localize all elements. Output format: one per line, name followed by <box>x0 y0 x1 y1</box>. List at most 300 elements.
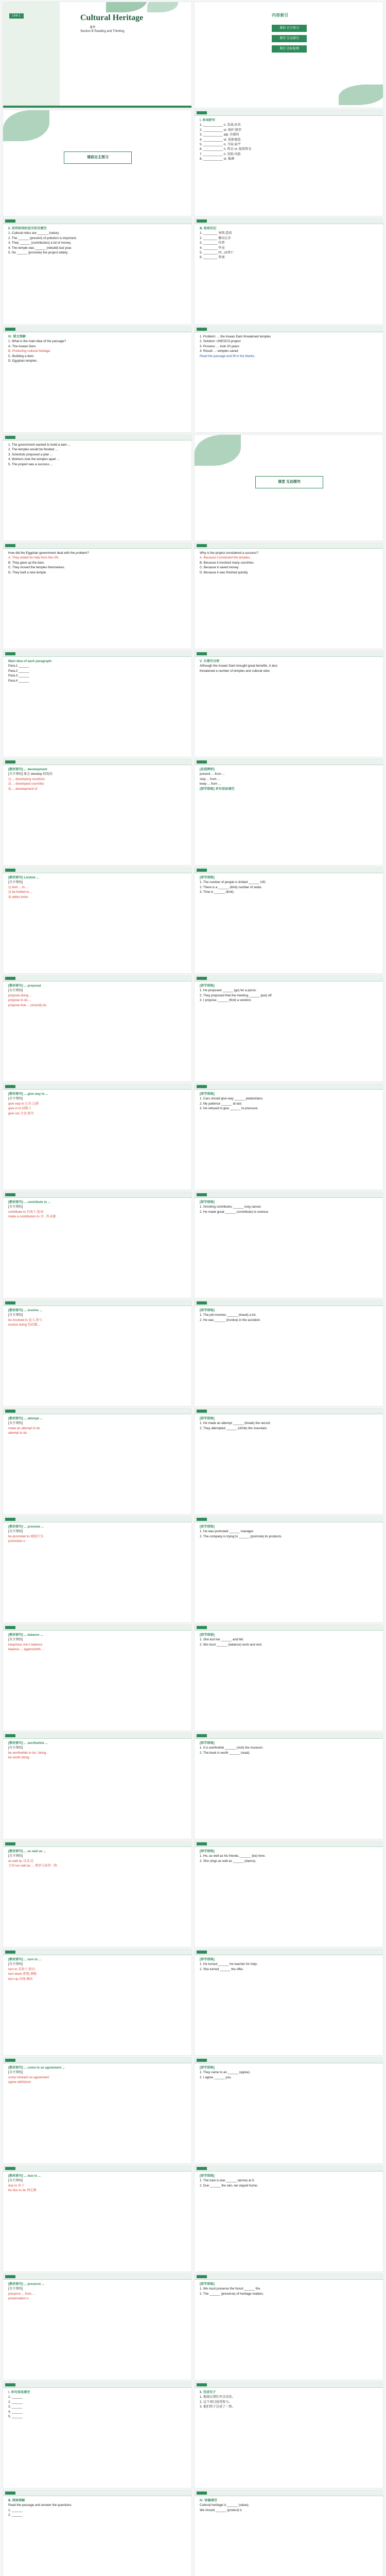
line: [自主领悟] <box>8 880 23 885</box>
line: C. Because it saved money. <box>200 566 239 570</box>
header-tag <box>197 328 207 331</box>
header-tag <box>5 436 15 439</box>
line: 7. ___________ n. 冒险;风险 <box>200 152 241 156</box>
slide-header <box>3 2382 191 2388</box>
line: A. They asked for help from the UN. <box>8 556 59 560</box>
line: 2. She turned ______ the offer. <box>200 1967 244 1971</box>
line: 1) ... developing countries <box>8 777 45 781</box>
line: 3. Scientists proposed a plan ... <box>8 452 53 456</box>
line: [教材原句] ... due to ... <box>8 2174 41 2178</box>
line: [即学即练] <box>200 1525 215 1529</box>
line: 4. The temple was ______ (rebuild) last year. <box>8 246 72 250</box>
slide-header <box>3 327 191 332</box>
line: 5. ___________ n. 寺庙,庙宇 <box>200 143 241 147</box>
header-tag <box>5 1842 15 1845</box>
content-slide <box>3 1300 191 1406</box>
menu-item-interactive[interactable]: 课堂 互动探究 <box>272 35 307 42</box>
line: B. Protecting cultural heritage. <box>8 349 51 353</box>
slide-content <box>8 1633 186 1726</box>
line: give way to 让步;让路 <box>8 1101 39 1106</box>
slide-content <box>200 335 378 428</box>
unit-badge: Unit 1 <box>9 13 24 19</box>
line: give out 分发;耗尽 <box>8 1111 34 1115</box>
line: 3. They ______ (contribution) a lot of money. <box>8 241 72 245</box>
leaf-decoration <box>195 435 241 466</box>
slide-header <box>3 1192 191 1198</box>
line: Ⅴ. 长难句分析 <box>200 659 220 663</box>
line: C. They moved the temples themselves. <box>8 566 65 570</box>
content-slide <box>3 1841 191 1947</box>
line: [教材原句] ... development <box>8 768 47 771</box>
content-slide <box>3 759 191 865</box>
line: [即学即练] <box>200 2174 215 2178</box>
content-slide <box>195 976 383 1081</box>
line: [即学即练] <box>200 1309 215 1312</box>
slide-content <box>200 2499 378 2576</box>
slide-header <box>195 327 383 332</box>
line: 1. He turned ______ his teacher for help. <box>200 1962 258 1967</box>
slide-header <box>195 2058 383 2063</box>
line: 2. I agree ______ you. <box>200 2075 232 2079</box>
line: 8. ___________ vt. 强调 <box>200 157 235 161</box>
line: 1. He proposed ______ (go) for a picnic. <box>200 989 257 993</box>
line: [自主领悟] <box>8 1962 23 1967</box>
line: Ⅳ. 语篇填空 <box>200 2499 217 2502</box>
slide-content <box>8 1525 186 1618</box>
line: 2. ________ 做出让步 <box>200 236 231 240</box>
line: Para.3 ______ <box>8 674 29 678</box>
line: come to/reach an agreement <box>8 2075 49 2079</box>
line: Ⅰ. 单词拼写 <box>200 118 216 122</box>
line: 1. He made an attempt ______ (break) the record. <box>200 1421 271 1426</box>
slide-content <box>8 1200 186 1294</box>
line: 2. Due ______ the rain, we stayed home. <box>200 2183 258 2188</box>
line: preservation n. <box>8 2297 29 2301</box>
content-slide <box>195 1733 383 1839</box>
cover-module: Section B Reading and Thinking <box>80 30 125 33</box>
content-slide <box>3 1517 191 1622</box>
line: 3. 他们终于达成了一致。 <box>200 2405 235 2409</box>
line: Main idea of each paragraph: <box>8 659 52 663</box>
content-slide <box>3 2058 191 2163</box>
content-slide <box>195 218 383 324</box>
header-tag <box>197 1193 207 1196</box>
slide-content <box>200 551 378 645</box>
header-tag <box>197 1085 207 1088</box>
slide-header <box>3 1625 191 1631</box>
cover-title: Cultural Heritage <box>80 13 144 22</box>
interactive-banner: 课堂 互动探究 <box>255 476 323 488</box>
content-slide <box>195 1950 383 2055</box>
slide-header <box>3 1084 191 1090</box>
line: [自主领悟] <box>8 1854 23 1858</box>
bottom-stripe <box>3 106 191 108</box>
slide-header <box>195 868 383 873</box>
content-slide <box>195 1841 383 1947</box>
header-tag <box>197 652 207 655</box>
header-tag <box>197 1626 207 1629</box>
header-tag <box>197 544 207 547</box>
content-slide <box>195 1625 383 1731</box>
content-slide <box>3 2382 191 2488</box>
line: 2. ______ <box>8 2513 23 2517</box>
header-tag <box>197 2275 207 2278</box>
line: [自主领悟] <box>8 1097 23 1101</box>
slide-header <box>3 2058 191 2063</box>
content-slide <box>195 2166 383 2272</box>
slide-content <box>8 443 186 536</box>
slide-content <box>8 1958 186 2051</box>
line: Cultural heritage is ______ (value). <box>200 2503 250 2507</box>
line: 2. ___________ vt. 保护;保存 <box>200 128 242 132</box>
content-slide <box>3 1625 191 1731</box>
line: [自主领悟] <box>8 1638 23 1642</box>
slide-header <box>3 1409 191 1414</box>
line: [即学即练] <box>200 1417 215 1420</box>
line: 4. Workers took the temples apart ... <box>8 457 60 462</box>
line: 2. The temples would be flooded ... <box>8 448 58 452</box>
line: 2. She sings as well as ______ (dance). <box>200 1859 256 1863</box>
header-tag <box>197 1951 207 1954</box>
line: be promoted to 被提升为 <box>8 1534 44 1538</box>
slide-content <box>8 335 186 428</box>
slide-content <box>8 2174 186 2267</box>
header-tag <box>5 760 15 764</box>
line: 2. We must ______ (balance) work and rest. <box>200 1642 262 1647</box>
header-tag <box>5 1734 15 1737</box>
slide-header <box>195 218 383 224</box>
line: 3) within limits <box>8 895 28 899</box>
line: C. Building a dam. <box>8 354 34 358</box>
line: 2) be limited to ... <box>8 890 33 894</box>
line: Read the passage and fill in the blanks. <box>200 354 256 358</box>
menu-title: 内容索引 <box>272 13 288 18</box>
line: [自主领悟] <box>8 1205 23 1209</box>
slide-content <box>8 768 186 861</box>
header-tag <box>197 1410 207 1413</box>
menu-slide <box>195 2 383 108</box>
line: 1. ___________ n. 发展,改善 <box>200 123 241 127</box>
line: 4. ___________ vt. 重新建造 <box>200 138 241 142</box>
content-slide <box>195 1517 383 1622</box>
header-tag <box>5 2275 15 2278</box>
line: make a contribution to 对...作贡献 <box>8 1215 56 1219</box>
slide-header <box>3 1517 191 1522</box>
content-slide <box>3 1733 191 1839</box>
line: [自主领悟] <box>8 1746 23 1750</box>
line: prevent ... from ... <box>200 772 225 776</box>
line: 2. ______ <box>8 2400 23 2404</box>
slide-header <box>3 435 191 440</box>
line: promotion n. <box>8 1539 26 1544</box>
line: [教材原句] ... promote ... <box>8 1525 44 1529</box>
line: 2. The ______ (prevent) of pollution is important. <box>8 236 77 240</box>
header-tag <box>5 219 15 223</box>
header-tag <box>5 869 15 872</box>
menu-item-preview[interactable]: 课前 自主预习 <box>272 25 307 32</box>
content-slide <box>3 435 191 540</box>
content-slide <box>195 2490 383 2576</box>
slide-content <box>200 1309 378 1402</box>
section-banner-slide <box>195 435 383 540</box>
line: balance ... against/with ... <box>8 1648 44 1652</box>
content-slide <box>3 651 191 757</box>
content-slide <box>3 543 191 649</box>
line: [自主领悟] 体会 develop 的用法 <box>8 772 52 776</box>
content-slide <box>3 2490 191 2576</box>
line: 2) ... developed countries <box>8 782 44 786</box>
header-tag <box>5 1951 15 1954</box>
line: [即学即练] <box>200 1200 215 1204</box>
slide-content <box>200 659 378 753</box>
line: 1. He, as well as his friends, ______ (be) here. <box>200 1854 266 1858</box>
line: How did the Egyptian government deal with the problem? <box>8 551 89 555</box>
header-tag <box>5 1626 15 1629</box>
line: [即学即练] <box>200 1633 215 1637</box>
line: 主语+as well as ... 谓语与前者一致 <box>8 1864 58 1868</box>
slide-content <box>200 2066 378 2159</box>
line: 1. What is the main idea of the passage? <box>8 340 66 344</box>
line: [教材原句] Limited ... <box>8 876 39 879</box>
line: [教材原句] ... proposal <box>8 984 41 988</box>
line: Ⅳ. 课文理解 <box>8 335 26 338</box>
content-slide <box>195 1084 383 1190</box>
line: [教材原句] ... preserve ... <box>8 2282 45 2286</box>
line: Para.1 ______ <box>8 664 29 668</box>
header-tag <box>5 1410 15 1413</box>
line: turn to 求助于;转向 <box>8 1967 35 1971</box>
slide-content <box>8 2282 186 2376</box>
line: attempt to do <box>8 1431 27 1435</box>
line: 5. He ______ (promote) the project widely. <box>8 251 68 255</box>
line: 5. ______ <box>8 2415 23 2419</box>
header-tag <box>5 2492 15 2495</box>
slide-header <box>3 868 191 873</box>
line: 2. They proposed that the meeting ______ (put) off. <box>200 993 273 997</box>
slide-header <box>195 1517 383 1522</box>
line: [即学即练] 单句语法填空 <box>200 787 235 791</box>
slide-header <box>195 1409 383 1414</box>
header-tag <box>197 111 207 114</box>
line: propose to do ... <box>8 998 31 1003</box>
line: [自主领悟] <box>8 2071 23 2075</box>
header-tag <box>197 2167 207 2170</box>
line: 4. ________ 毕竟 <box>200 246 225 250</box>
slide-content <box>8 1417 186 1510</box>
content-slide <box>195 1409 383 1514</box>
slide-content <box>200 984 378 1077</box>
content-slide <box>195 2058 383 2163</box>
line: [教材原句] ... give way to ... <box>8 1092 48 1096</box>
slide-content <box>8 1092 186 1185</box>
slide-content <box>200 1741 378 1835</box>
line: 1. Cars should give way ______ pedestrians. <box>200 1097 264 1101</box>
line: 6. ________ 参加 <box>200 256 225 260</box>
line: [自主领悟] <box>8 989 23 993</box>
slide-content <box>200 2391 378 2484</box>
header-tag <box>197 1518 207 1521</box>
line: 1. Problem: ... the Aswan Dam threatened temples <box>200 335 271 338</box>
line: keep ... from ... <box>200 782 221 786</box>
slide-header <box>3 759 191 765</box>
slide-header <box>195 1192 383 1198</box>
line: give in to 屈服于 <box>8 1107 32 1111</box>
content-slide <box>195 1300 383 1406</box>
line: 4. ______ <box>8 2410 23 2414</box>
line: [教材原句] ... involve ... <box>8 1309 42 1312</box>
line: 2. The ______ (preserve) of heritage matters. <box>200 2292 264 2296</box>
line: 2. My patience ______ at last. <box>200 1101 242 1106</box>
header-tag <box>5 2383 15 2386</box>
line: propose doing ... <box>8 993 32 997</box>
line: be worth doing <box>8 1756 29 1760</box>
line: 6. ___________ n. 资金 vt. 提供资金 <box>200 147 252 151</box>
slide-content <box>200 1633 378 1726</box>
content-slide <box>195 759 383 865</box>
content-slide <box>195 110 383 216</box>
leaf-decoration <box>106 2 147 12</box>
slide-header <box>3 1950 191 1955</box>
slide-header <box>3 2166 191 2172</box>
header-tag <box>197 1734 207 1737</box>
slide-header <box>3 976 191 981</box>
line: Ⅰ. 单句语法填空 <box>8 2391 30 2394</box>
line: D. Because it was finished quickly. <box>200 570 249 574</box>
line: turn down 拒绝;调低 <box>8 1972 37 1976</box>
line: involve doing 包括做... <box>8 1323 40 1327</box>
line: [自主领悟] <box>8 1313 23 1317</box>
line: 4. Result: ... temples saved <box>200 349 238 353</box>
line: 2. The company is trying to ______ (promote) its products. <box>200 1534 283 1538</box>
line: Ⅲ. 短语识记 <box>200 227 217 230</box>
line: Para.2 ______ <box>8 669 29 673</box>
line: [即学即练] <box>200 984 215 988</box>
header-tag <box>5 328 15 331</box>
header-tag <box>5 544 15 547</box>
slide-content <box>200 1525 378 1618</box>
line: Read the passage and answer the questions. <box>8 2503 73 2507</box>
content-slide <box>3 1084 191 1190</box>
menu-item-test[interactable]: 课后 达标检测 <box>272 45 307 53</box>
line: due to 由于 <box>8 2183 25 2188</box>
line: [易混辨析] <box>200 768 215 771</box>
line: 1. Smoking contributes ______ lung cancer. <box>200 1205 262 1209</box>
content-slide <box>195 2274 383 2380</box>
header-tag <box>5 977 15 980</box>
line: [自主领悟] <box>8 1421 23 1426</box>
line: 2. He was ______ (involve) in the accident. <box>200 1318 261 1322</box>
line: be worthwhile to do / doing <box>8 1751 46 1755</box>
slide-content <box>8 551 186 645</box>
content-slide <box>195 868 383 973</box>
line: threatened a number of temples and cultural sites. <box>200 669 271 673</box>
content-slide <box>195 651 383 757</box>
slide-header <box>195 543 383 549</box>
slide-content <box>200 227 378 320</box>
slide-header <box>195 976 383 981</box>
slide-content <box>200 1200 378 1294</box>
slide-content <box>8 2066 186 2159</box>
line: be due to do 预定做 <box>8 2189 37 2193</box>
content-slide <box>195 327 383 432</box>
slide-content <box>200 876 378 969</box>
line: make an attempt to do <box>8 1426 40 1430</box>
content-slide <box>3 1409 191 1514</box>
content-slide <box>195 1192 383 1298</box>
line: 2. They attempted ______ (climb) the mountain. <box>200 1426 268 1430</box>
slide-header <box>195 2382 383 2388</box>
slide-header <box>195 651 383 657</box>
line: contribute to 有助于;促成 <box>8 1210 44 1214</box>
line: A. The Aswan Dam. <box>8 344 37 348</box>
line: [即学即练] <box>200 2066 215 2070</box>
header-tag <box>197 2059 207 2062</box>
slide-content <box>8 227 186 320</box>
slide-header <box>195 1733 383 1739</box>
line: as well as 以及;还 <box>8 1859 34 1863</box>
line: [教材原句] ... contribute to ... <box>8 1200 51 1204</box>
content-slide <box>3 1950 191 2055</box>
line: D. They built a new temple. <box>8 570 47 574</box>
slide-content <box>200 1092 378 1185</box>
line: [教材原句] ... balance ... <box>8 1633 43 1637</box>
leaf-decoration <box>339 84 383 105</box>
line: [自主领悟] <box>8 2179 23 2183</box>
line: agree with/to/on <box>8 2080 31 2084</box>
line: [即学即练] <box>200 1850 215 1853</box>
slide-content <box>8 1850 186 1943</box>
slide-header <box>3 2274 191 2280</box>
content-slide <box>195 543 383 649</box>
slide-content <box>200 1850 378 1943</box>
slide-header <box>195 110 383 116</box>
line: [即学即练] <box>200 876 215 879</box>
leaf-decoration <box>3 110 49 141</box>
line: 1. ______ <box>8 2508 23 2512</box>
line: B. They gave up the dam. <box>8 561 45 565</box>
header-tag <box>197 2383 207 2386</box>
header-tag <box>5 1193 15 1196</box>
header-tag <box>197 2492 207 2495</box>
header-tag <box>5 652 15 655</box>
line: 2. 这个项目值得参与。 <box>200 2400 232 2404</box>
line: B. Because it involved many countries. <box>200 561 255 565</box>
line: 1. The train is due ______ (arrive) at 5. <box>200 2179 255 2183</box>
line: 1. The government wanted to build a dam ... <box>8 443 71 447</box>
slide-content <box>200 768 378 861</box>
line: 3. ________ 代替 <box>200 241 225 245</box>
slide-content <box>8 659 186 753</box>
line: 1. She lost her ______ and fell. <box>200 1638 244 1642</box>
line: We should ______ (protect) it. <box>200 2508 242 2512</box>
line: 1. The number of people is limited ______ 100. <box>200 880 267 885</box>
slide-header <box>195 2166 383 2172</box>
header-tag <box>197 1301 207 1304</box>
slide-content <box>8 2499 186 2576</box>
line: [教材原句] ... as well as ... <box>8 1850 46 1853</box>
line: 1. He was promoted ______ manager. <box>200 1530 254 1534</box>
line: 1. We must preserve the forest ______ fire. <box>200 2287 261 2291</box>
line: 3. ___________ adj. 有限的 <box>200 133 239 137</box>
slide-header <box>3 543 191 549</box>
slide-header <box>195 1300 383 1306</box>
slide-header <box>3 1300 191 1306</box>
slide-header <box>195 2490 383 2496</box>
slide-content <box>200 1958 378 2051</box>
header-tag <box>5 1301 15 1304</box>
line: 1. It is worthwhile ______ (visit) the museum. <box>200 1746 264 1750</box>
slide-header <box>195 759 383 765</box>
